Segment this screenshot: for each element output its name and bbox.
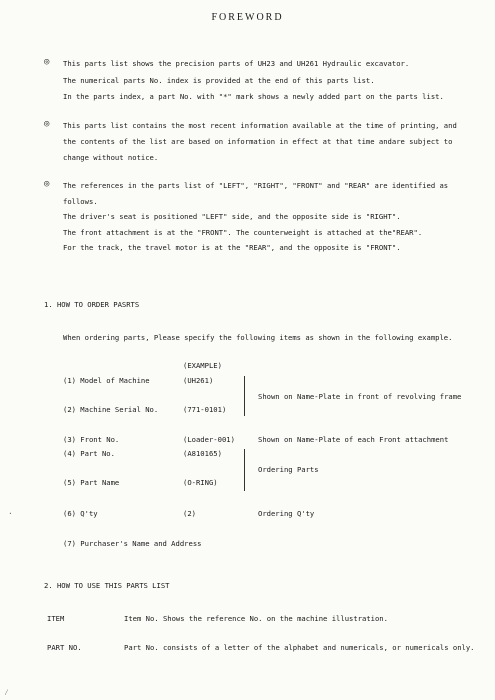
bullet-icon: ◎ (44, 119, 50, 129)
p3-line-5: For the track, the travel motor is at the "REAR", and the opposite is "FRONT". (63, 243, 401, 252)
section-2-heading: 2. HOW TO USE THIS PARTS LIST (44, 581, 170, 590)
p3-line-1: The references in the parts list of "LEFT", "RIGHT", "FRONT" and "REAR" are identified as (63, 181, 449, 190)
usage-term: ITEM (47, 614, 65, 623)
section-1-heading: 1. HOW TO ORDER PASRTS (44, 300, 140, 309)
bullet-icon: ◎ (44, 179, 50, 189)
p2-line-1: This parts list contains the most recent information available at the time of printing, and (63, 121, 457, 130)
order-item-label: (2) Machine Serial No. (63, 405, 159, 414)
usage-term: PART NO. (47, 643, 82, 652)
brace-line (244, 376, 245, 416)
note-ordering-qty: Ordering Q'ty (258, 509, 315, 518)
order-item-value: (771-0101) (183, 405, 227, 414)
p2-line-3: change without notice. (63, 153, 159, 162)
order-item-value: (2) (183, 509, 196, 518)
note-nameplate-frame: Shown on Name-Plate in front of revolving frame (258, 392, 462, 401)
p3-line-2: follows. (63, 197, 98, 206)
usage-desc: Item No. Shows the reference No. on the machine illustration. (124, 614, 388, 623)
note-ordering-parts: Ordering Parts (258, 465, 319, 474)
scan-speck: ⁄ (4, 688, 9, 697)
p1-line-3: In the parts index, a part No. with "*" mark shows a newly added part on the parts list. (63, 92, 444, 101)
order-item-label: (5) Part Name (63, 478, 120, 487)
p1-line-1: This parts list shows the precision parts of UH23 and UH261 Hydraulic excavator. (63, 59, 410, 68)
scan-speck: · (8, 509, 13, 518)
p3-line-4: The front attachment is at the "FRONT". The counterweight is attached at the"REAR". (63, 228, 423, 237)
order-item-label: (4) Part No. (63, 449, 115, 458)
p3-line-3: The driver's seat is positioned "LEFT" side, and the opposite side is "RIGHT". (63, 212, 401, 221)
p1-line-2: The numerical parts No. index is provided at the end of this parts list. (63, 76, 375, 85)
order-item-label: (3) Front No. (63, 435, 120, 444)
order-item-value: (Loader-001) (183, 435, 235, 444)
order-item-label: (7) Purchaser's Name and Address (63, 539, 202, 548)
page-title: FOREWORD (211, 12, 284, 23)
example-label: (EXAMPLE) (183, 361, 222, 370)
p2-line-2: the contents of the list are based on information in effect at that time andare subject to (63, 137, 453, 146)
order-item-label: (6) Q'ty (63, 509, 98, 518)
order-item-label: (1) Model of Machine (63, 376, 150, 385)
order-item-value: (UH261) (183, 376, 214, 385)
usage-desc: Part No. consists of a letter of the alphabet and numericals, or numericals only. (124, 643, 475, 652)
order-item-value: (O-RING) (183, 478, 218, 487)
bullet-icon: ◎ (44, 57, 50, 67)
brace-line (244, 449, 245, 491)
order-item-value: (A810165) (183, 449, 222, 458)
note-nameplate-front: Shown on Name-Plate of each Front attachment (258, 435, 449, 444)
order-intro: When ordering parts, Please specify the following items as shown in the following example. (63, 333, 453, 342)
